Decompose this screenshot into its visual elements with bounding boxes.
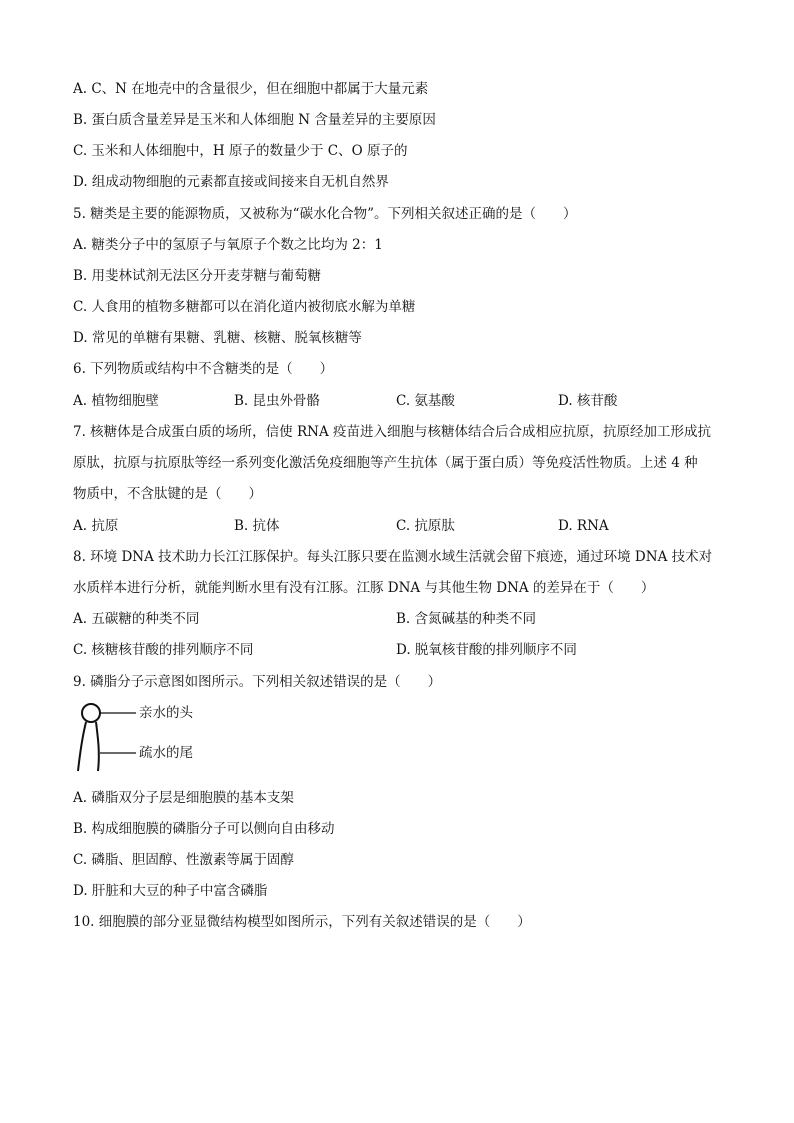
- q8-stem-line-1: 8. 环境 DNA 技术助力长江江豚保护。每头江豚只要在监测水域生活就会留下痕迹，通过环境 DNA 技术对: [73, 549, 713, 565]
- q8-stem-line-2: 水质样本进行分析，就能判断水里有没有江豚。江豚 DNA 与其他生物 DNA 的差异在于（ ）: [73, 580, 655, 596]
- q4-option-c: C. 玉米和人体细胞中，H 原子的数量少于 C、O 原子的: [73, 143, 408, 159]
- q4-option-b: B. 蛋白质含量差异是玉米和人体细胞 N 含量差异的主要原因: [73, 112, 436, 128]
- q9-stem: 9. 磷脂分子示意图如图所示。下列相关叙述错误的是（ ）: [73, 674, 442, 690]
- hydrophobic-tail-label: 疏水的尾: [139, 745, 193, 761]
- q4-option-d: D. 组成动物细胞的元素都直接或间接来自无机自然界: [73, 174, 389, 190]
- hydrophilic-head-circle: [82, 704, 100, 722]
- q5-option-a: A. 糖类分子中的氢原子与氧原子个数之比均为 2：1: [73, 237, 383, 253]
- q8-option-c: C. 核糖核苷酸的排列顺序不同: [73, 642, 254, 658]
- q7-stem-line-2: 原肽，抗原与抗原肽等经一系列变化激活免疫细胞等产生抗体（属于蛋白质）等免疫活性物质。上述 4 种: [73, 455, 698, 471]
- q7-option-c: C. 抗原肽: [396, 518, 455, 534]
- q6-option-b: B. 昆虫外骨骼: [234, 393, 321, 409]
- q6-option-c: C. 氨基酸: [396, 393, 455, 409]
- q6-option-a: A. 植物细胞壁: [73, 393, 159, 409]
- hydrophilic-head-label: 亲水的头: [139, 705, 193, 721]
- q8-option-a: A. 五碳糖的种类不同: [73, 611, 200, 627]
- q9-option-d: D. 肝脏和大豆的种子中富含磷脂: [73, 883, 268, 899]
- q5-option-b: B. 用斐林试剂无法区分开麦芽糖与葡萄糖: [73, 268, 322, 284]
- q9-option-b: B. 构成细胞膜的磷脂分子可以侧向自由移动: [73, 821, 335, 837]
- q9-option-c: C. 磷脂、胆固醇、性激素等属于固醇: [73, 852, 294, 868]
- q5-option-c: C. 人食用的植物多糖都可以在消化道内被彻底水解为单糖: [73, 299, 416, 315]
- q6-stem: 6. 下列物质或结构中不含糖类的是（ ）: [73, 361, 334, 377]
- q8-option-d: D. 脱氧核苷酸的排列顺序不同: [396, 642, 577, 658]
- q7-stem-line-3: 物质中，不含肽键的是（ ）: [73, 486, 262, 502]
- q4-option-a: A. C、N 在地壳中的含量很少，但在细胞中都属于大量元素: [73, 81, 429, 97]
- hydrophobic-tail-left: [78, 722, 86, 771]
- q5-option-d: D. 常见的单糖有果糖、乳糖、核糖、脱氧核糖等: [73, 330, 362, 346]
- q8-option-b: B. 含氮碱基的种类不同: [396, 611, 537, 627]
- hydrophobic-tail-right: [96, 722, 99, 771]
- phospholipid-diagram: [70, 698, 270, 778]
- q6-option-d: D. 核苷酸: [558, 393, 618, 409]
- q7-stem-line-1: 7. 核糖体是合成蛋白质的场所，信使 RNA 疫苗进入细胞与核糖体结合后合成相应抗原，抗原经加工形成抗: [73, 424, 711, 440]
- q10-stem: 10. 细胞膜的部分亚显微结构模型如图所示，下列有关叙述错误的是（ ）: [73, 914, 531, 930]
- q7-option-b: B. 抗体: [234, 518, 280, 534]
- q7-option-d: D. RNA: [558, 518, 609, 534]
- q5-stem: 5. 糖类是主要的能源物质，又被称为“碳水化合物”。下列相关叙述正确的是（ ）: [73, 206, 577, 222]
- q7-option-a: A. 抗原: [73, 518, 119, 534]
- q9-option-a: A. 磷脂双分子层是细胞膜的基本支架: [73, 790, 294, 806]
